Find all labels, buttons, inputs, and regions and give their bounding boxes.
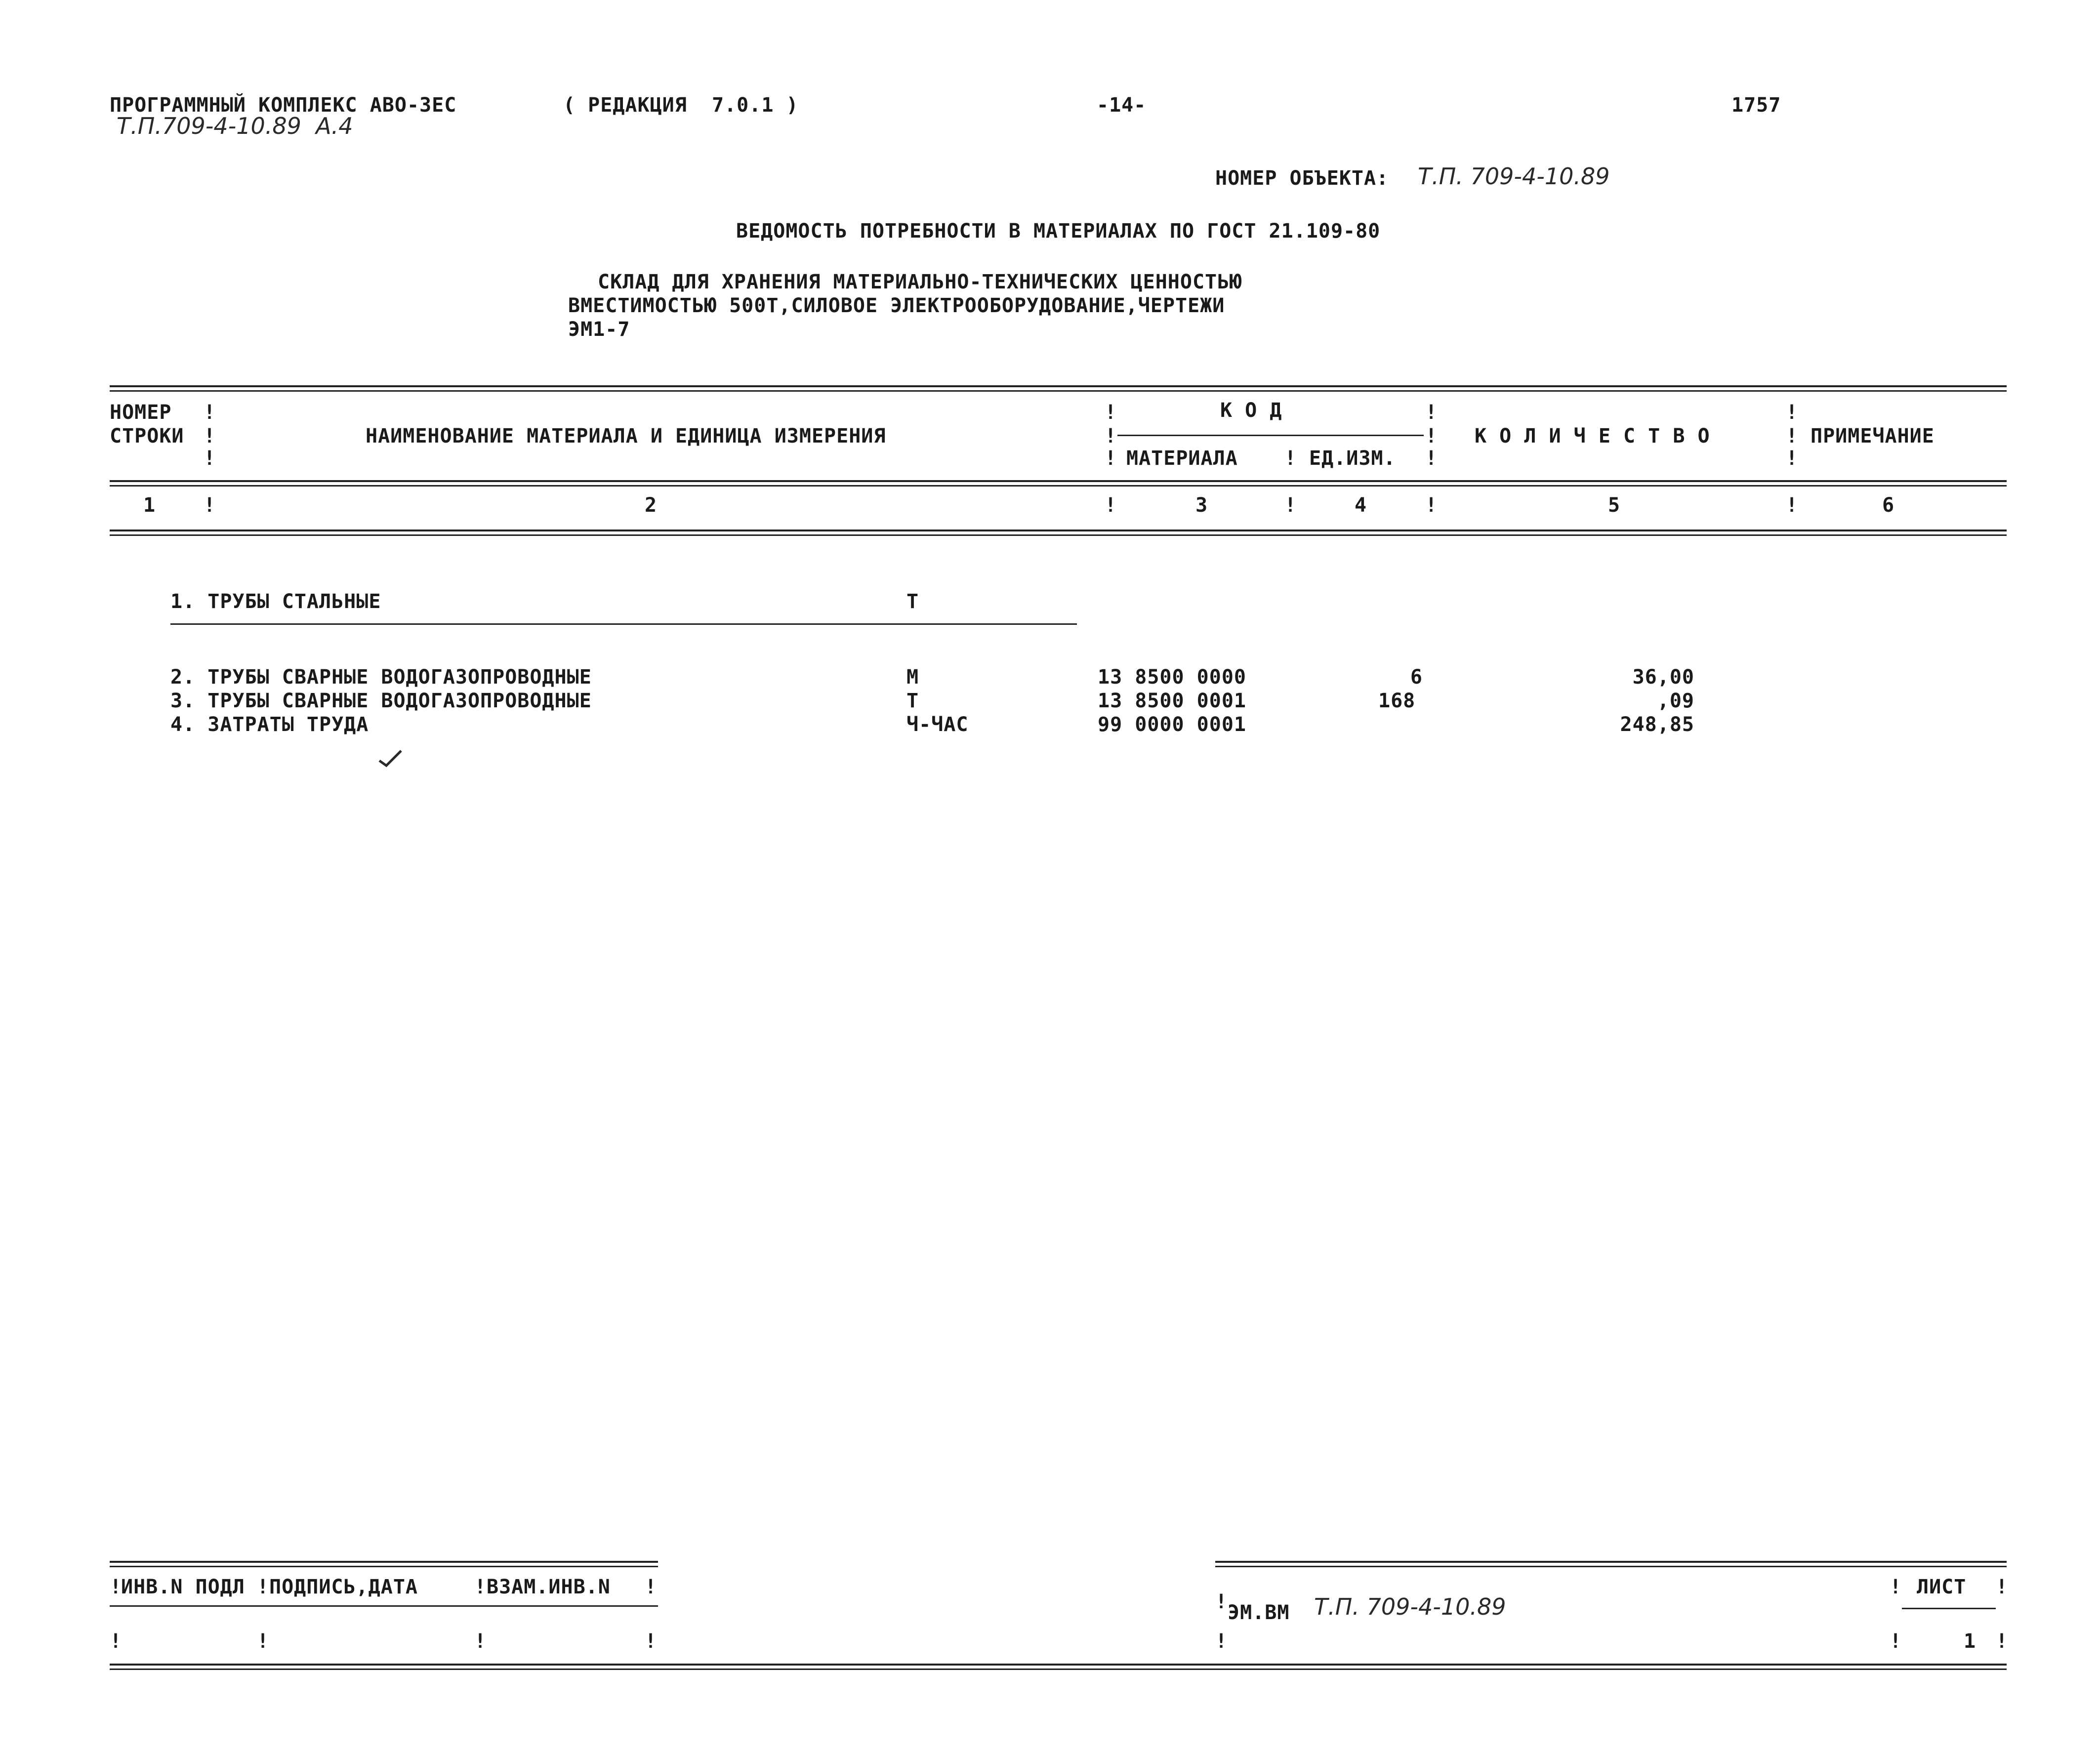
row-2-unit-code: 6 <box>1410 666 1423 689</box>
col-separator: ! <box>1105 425 1117 448</box>
footer-bottom-rule-2 <box>110 1669 2007 1670</box>
col-separator: ! <box>204 494 216 517</box>
row-1-name: 1. ТРУБЫ СТАЛЬНЫЕ <box>170 590 381 613</box>
page-title: ВЕДОМОСТЬ ПОТРЕБНОСТИ В МАТЕРИАЛАХ ПО ГОСТ 21.109-80 <box>736 220 1381 243</box>
footer-sheet-label: ЛИСТ <box>1917 1576 1967 1598</box>
subtitle-line-3: ЭМ1-7 <box>568 318 630 341</box>
col-separator: ! <box>110 1630 122 1653</box>
handwritten-doc-code: Т.П.709-4-10.89 А.4 <box>117 113 353 139</box>
col-number-4: 4 <box>1355 494 1367 517</box>
numbers-rule-2 <box>110 534 2007 536</box>
header-rule-2 <box>110 485 2007 487</box>
row-3-code: 13 8500 0001 <box>1098 690 1246 712</box>
row-4-code: 99 0000 0001 <box>1098 713 1246 736</box>
col-separator: ! <box>1105 494 1117 517</box>
col-separator: ! <box>1425 494 1438 517</box>
footer-right-top-rule <box>1215 1561 2007 1563</box>
col-number-5: 5 <box>1608 494 1621 517</box>
col-separator: ! <box>1425 401 1438 424</box>
col-separator: ! <box>1786 425 1798 448</box>
footer-sheet-number: 1 <box>1964 1630 1976 1653</box>
col-separator: ! <box>110 1576 122 1598</box>
code-group-rule <box>1117 435 1424 436</box>
col-separator: ! <box>1284 447 1297 470</box>
col-separator: ! <box>1284 494 1297 517</box>
col-header-material-name: НАИМЕНОВАНИЕ МАТЕРИАЛА И ЕДИНИЦА ИЗМЕРЕНИЯ <box>366 425 886 448</box>
col-separator: ! <box>1786 447 1798 470</box>
col-number-1: 1 <box>143 494 156 517</box>
col-separator: ! <box>204 447 216 470</box>
col-number-6: 6 <box>1882 494 1895 517</box>
col-header-note: ПРИМЕЧАНИЕ <box>1811 425 1935 448</box>
col-separator: ! <box>257 1576 269 1598</box>
subtitle-line-2: ВМЕСТИМОСТЬЮ 500Т,СИЛОВОЕ ЭЛЕКТРООБОРУДОВАНИЕ,ЧЕРТЕЖИ <box>568 294 1225 317</box>
col-separator: ! <box>1425 447 1438 470</box>
col-header-number-line2: СТРОКИ <box>110 425 184 448</box>
table-top-rule <box>110 385 2007 387</box>
row-2-code: 13 8500 0000 <box>1098 666 1246 689</box>
footer-right-top-rule-2 <box>1215 1566 2007 1567</box>
col-separator: ! <box>474 1630 487 1653</box>
col-separator: ! <box>1215 1590 1228 1613</box>
row-2-unit: М <box>906 666 919 689</box>
footer-vzam-inv: ВЗАМ.ИНВ.N <box>487 1576 611 1598</box>
header-rule <box>110 480 2007 482</box>
row-2-name: 2. ТРУБЫ СВАРНЫЕ ВОДОГАЗОПРОВОДНЫЕ <box>170 666 592 689</box>
col-separator: ! <box>1425 425 1438 448</box>
footer-signature-date: ПОДПИСЬ,ДАТА <box>269 1576 418 1598</box>
subtitle-line-1: СКЛАД ДЛЯ ХРАНЕНИЯ МАТЕРИАЛЬНО-ТЕХНИЧЕСКИХ ЦЕННОСТЬЮ <box>598 271 1242 293</box>
numbers-rule <box>110 529 2007 531</box>
row-4-unit: Ч-ЧАС <box>906 713 969 736</box>
col-separator: ! <box>1996 1576 2008 1598</box>
doc-code: 1757 <box>1731 94 1781 117</box>
col-header-quantity: К О Л И Ч Е С Т В О <box>1475 425 1710 448</box>
footer-left-top-rule-2 <box>110 1566 658 1567</box>
col-separator: ! <box>1890 1576 1902 1598</box>
row-2-quantity: 36,00 <box>1632 666 1694 689</box>
col-separator: ! <box>1105 447 1117 470</box>
col-separator: ! <box>1786 401 1798 424</box>
row-3-unit: Т <box>906 690 919 712</box>
col-header-code-group: К О Д <box>1220 399 1282 422</box>
row-1-unit: Т <box>906 590 919 613</box>
object-number-label: НОМЕР ОБЪЕКТА: <box>1215 167 1389 190</box>
footer-bottom-rule <box>110 1664 2007 1666</box>
sheet-rule <box>1902 1608 1996 1609</box>
row-4-name: 4. ЗАТРАТЫ ТРУДА <box>170 713 369 736</box>
footer-doc-prefix: ЭМ.ВМ <box>1228 1601 1290 1624</box>
object-number-value: Т.П. 709-4-10.89 <box>1418 163 1610 190</box>
checkmark-icon <box>375 741 405 771</box>
col-header-code-unit: ЕД.ИЗМ. <box>1309 447 1396 470</box>
page-number: -14- <box>1097 94 1147 117</box>
col-separator: ! <box>1996 1630 2008 1653</box>
col-separator: ! <box>204 425 216 448</box>
row-3-unit-code: 168 <box>1378 690 1416 712</box>
col-number-3: 3 <box>1195 494 1208 517</box>
col-header-number-line1: НОМЕР <box>110 401 172 424</box>
col-separator: ! <box>1215 1630 1228 1653</box>
col-separator: ! <box>1105 401 1117 424</box>
col-separator: ! <box>204 401 216 424</box>
col-separator: ! <box>474 1576 487 1598</box>
footer-left-mid-rule <box>110 1605 658 1607</box>
col-separator: ! <box>1890 1630 1902 1653</box>
col-separator: ! <box>1786 494 1798 517</box>
footer-left-top-rule <box>110 1561 658 1563</box>
row-3-name: 3. ТРУБЫ СВАРНЫЕ ВОДОГАЗОПРОВОДНЫЕ <box>170 690 592 712</box>
footer-doc-handwritten: Т.П. 709-4-10.89 <box>1314 1593 1506 1620</box>
row-4-quantity: 248,85 <box>1620 713 1694 736</box>
col-separator: ! <box>645 1630 657 1653</box>
edition-label: ( РЕДАКЦИЯ 7.0.1 ) <box>563 94 799 117</box>
col-header-code-material: МАТЕРИАЛА <box>1126 447 1238 470</box>
col-number-2: 2 <box>645 494 658 517</box>
row-3-quantity: ,09 <box>1657 690 1694 712</box>
table-top-rule-2 <box>110 390 2007 392</box>
group-underline <box>170 623 1077 625</box>
footer-inv-podl: ИНВ.N ПОДЛ <box>121 1576 245 1598</box>
program-name: ПРОГРАММНЫЙ КОМПЛЕКС АВО-3ЕС <box>110 94 457 117</box>
col-separator: ! <box>257 1630 269 1653</box>
col-separator: ! <box>645 1576 657 1598</box>
